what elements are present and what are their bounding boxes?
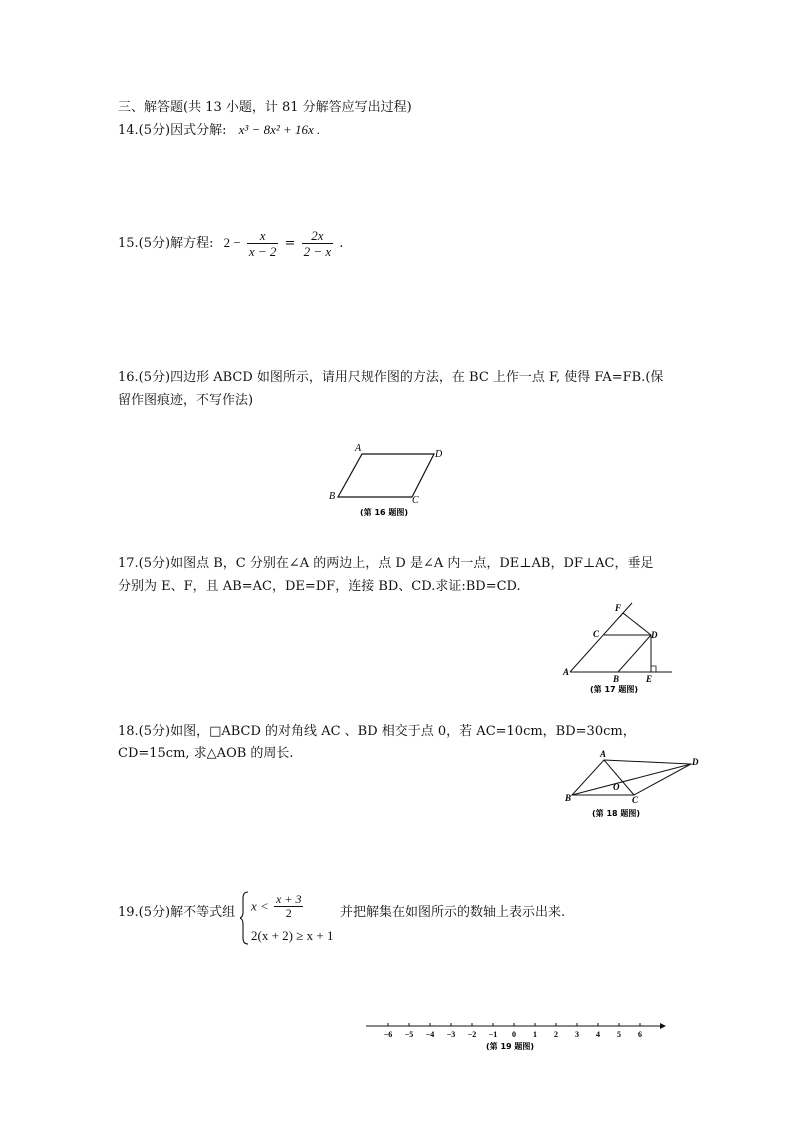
label-b: B bbox=[329, 491, 336, 502]
inequality-row-1-lead: x < bbox=[251, 898, 269, 914]
number-line-tick-label: −4 bbox=[425, 1030, 435, 1039]
figure-17 bbox=[560, 598, 678, 696]
right-angle-e bbox=[651, 666, 656, 672]
number-line-tick-label: −2 bbox=[467, 1030, 477, 1039]
label-e: E bbox=[646, 674, 653, 684]
inequality-row-1 bbox=[251, 893, 305, 920]
number-line-tick-label: −1 bbox=[488, 1030, 498, 1039]
figure-17-caption: (第 17 题图) bbox=[590, 685, 639, 694]
inequality-row-1-fraction bbox=[274, 893, 303, 920]
quadrilateral-abcd bbox=[338, 454, 434, 497]
q15-fraction-right bbox=[302, 228, 334, 259]
number-line-tick-label: 5 bbox=[617, 1030, 621, 1039]
figure-18 bbox=[562, 748, 708, 820]
right-angle-f bbox=[620, 613, 627, 617]
label-a: A bbox=[600, 749, 607, 759]
diagonal-bd bbox=[572, 764, 691, 795]
parallelogram-abcd bbox=[572, 760, 691, 795]
question-15 bbox=[118, 228, 343, 259]
question-18-line-2: CD=15cm, 求△AOB 的周长. bbox=[118, 746, 294, 761]
number-line-tick-label: −3 bbox=[446, 1030, 456, 1039]
number-line-tick-label: 1 bbox=[533, 1030, 537, 1039]
question-17-line-1: 17.(5分)如图点 B，C 分别在∠A 的两边上，点 D 是∠A 内一点，DE⊥AB，DF⊥AC，垂足 bbox=[118, 556, 654, 571]
q15-fraction-left-denominator: x − 2 bbox=[248, 244, 277, 259]
question-17-line-2: 分别为 E、F，且 AB=AC，DE=DF，连接 BD、CD.求证:BD=CD. bbox=[118, 579, 521, 594]
label-c: C bbox=[593, 629, 600, 639]
segment-bd bbox=[618, 635, 651, 672]
q14-expression: x³ − 8x² + 16x . bbox=[238, 122, 321, 137]
q15-prefix: 15.(5分)解方程: bbox=[118, 236, 214, 251]
label-o: O bbox=[613, 782, 620, 792]
figure-16-caption: (第 16 题图) bbox=[360, 508, 409, 517]
label-d: D bbox=[692, 757, 699, 767]
label-d: D bbox=[435, 449, 443, 460]
figure-16 bbox=[320, 440, 460, 520]
inequality-row-1-numerator: x + 3 bbox=[276, 892, 302, 906]
q15-equals: = bbox=[284, 236, 296, 251]
inequality-row-1-denominator: 2 bbox=[285, 906, 292, 920]
q15-fraction-left bbox=[247, 228, 279, 259]
number-line-arrow bbox=[660, 1023, 666, 1029]
q14-prefix: 14.(5分)因式分解: bbox=[118, 123, 227, 138]
label-c: C bbox=[632, 795, 639, 805]
question-14 bbox=[118, 119, 320, 142]
label-b: B bbox=[613, 674, 620, 684]
label-a: A bbox=[563, 667, 570, 677]
label-f: F bbox=[615, 603, 622, 613]
q15-fraction-right-denominator: 2 − x bbox=[303, 244, 332, 259]
question-19-suffix: 并把解集在如图所示的数轴上表示出来. bbox=[340, 905, 566, 920]
number-line-tick-label: 4 bbox=[596, 1030, 600, 1039]
number-line-figure bbox=[360, 1017, 670, 1053]
question-16-line-1: 16.(5分)四边形 ABCD 如图所示，请用尺规作图的方法，在 BC 上作一点 F, 使得 FA=FB.(保 bbox=[118, 370, 664, 385]
label-c: C bbox=[412, 495, 419, 506]
inequality-row-2: 2(x + 2) ≥ x + 1 bbox=[251, 928, 334, 943]
q15-fraction-right-numerator: 2x bbox=[302, 228, 334, 244]
number-line-tick-label: 2 bbox=[554, 1030, 558, 1039]
question-18-line-1: 18.(5分)如图，□ABCD 的对角线 AC 、BD 相交于点 0，若 AC=10cm，BD=30cm， bbox=[118, 724, 636, 739]
number-line-tick-label: 6 bbox=[638, 1030, 642, 1039]
inequality-brace bbox=[240, 890, 250, 946]
number-line-tick-label: −5 bbox=[404, 1030, 414, 1039]
label-d: D bbox=[651, 630, 658, 640]
number-line-tick-label: 0 bbox=[512, 1030, 516, 1039]
section-heading: 三、解答题(共 13 小题，计 81 分解答应写出过程) bbox=[118, 100, 412, 115]
figure-19-caption: (第 19 题图) bbox=[486, 1042, 535, 1051]
label-b: B bbox=[565, 793, 572, 803]
q15-tail: . bbox=[339, 236, 344, 251]
number-line-tick-label: −6 bbox=[383, 1030, 393, 1039]
q15-fraction-left-numerator: x bbox=[247, 228, 279, 244]
figure-18-caption: (第 18 题图) bbox=[592, 809, 641, 818]
q15-lead: 2 − bbox=[223, 235, 241, 250]
segment-df bbox=[623, 613, 651, 635]
label-a: A bbox=[355, 443, 362, 454]
question-19-prefix: 19.(5分)解不等式组 bbox=[118, 905, 236, 920]
number-line-tick-label: 3 bbox=[575, 1030, 579, 1039]
question-16-line-2: 留作图痕迹，不写作法) bbox=[118, 393, 254, 408]
